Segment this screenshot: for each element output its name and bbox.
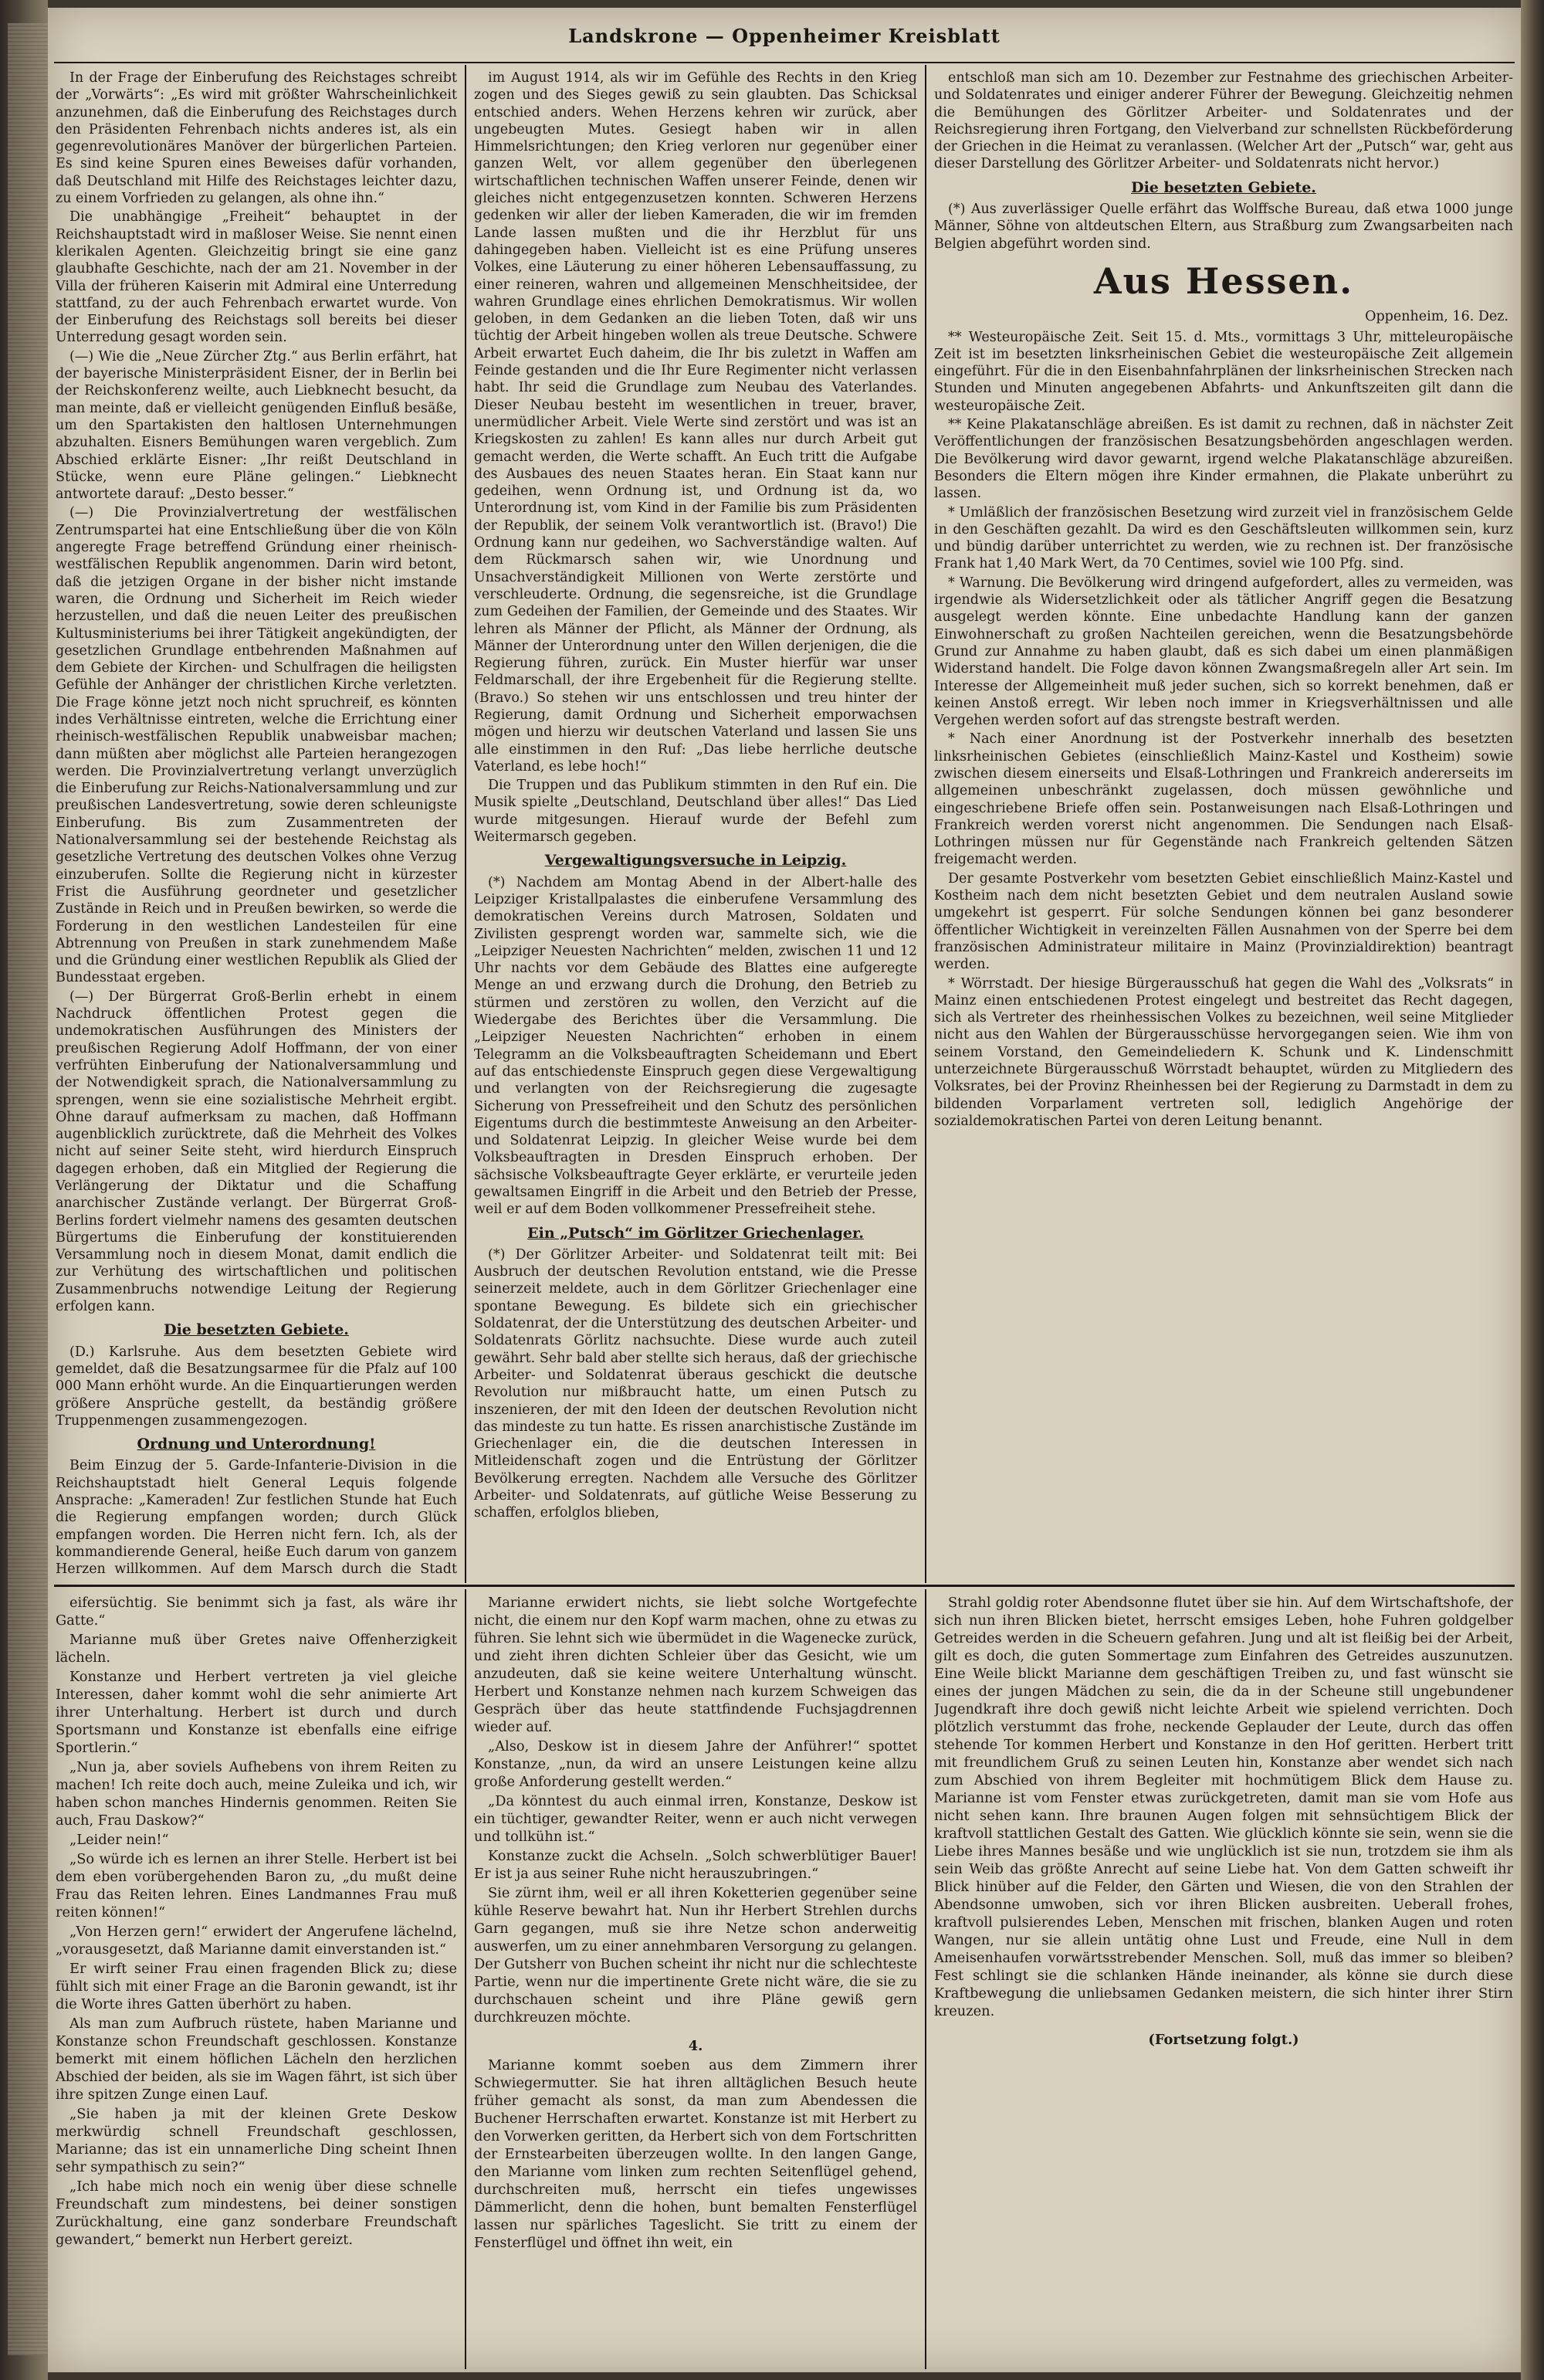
top-column-3 (934, 70, 1513, 1580)
local-section-title: Aus Hessen. (1093, 259, 1354, 302)
top-column-2 (474, 70, 917, 1580)
book-binding (0, 0, 48, 2380)
article-paragraph: (—) Die Provinzialvertretung der westfälischen Zentrumspartei hat eine Entschließung über die von Köln angeregte Frage betreffend Gründung einer rheinisch-westfälischen Republik angenommen. Darin wird betont, daß die jetzigen Organe in der bisher nicht imstande waren, die Ordnung und Sicherheit im Reich wieder herzustellen, und daß die neuen Leiter des preußischen Kultusministeriums bei ihrer Tätigkeit angekündigten, der gesetzlichen Grundlage entbehrenden Maßnahmen auf dem Gebiete der Kirchen- und Schulfragen die heiligsten Gefühle der Anhänger der christlichen Kirche verletzten. Die Frage könne jetzt noch nicht spruchreif, es könnten indes Verhältnisse eintreten, welche die Errichtung einer rheinisch-westfälischen Republik unabweisbar machen; dann müßten aber möglichst alle Parteien herangezogen werden. Die Provinzialvertretung verlangt unverzüglich die Einberufung zur Reichs-Nationalversammlung und zur preußischen Landesvertretung, sowie deren schleunigste Einberufung. Bis zum Zusammentreten der Nationalversammlung sei der bestehende Reichstag als gesetzliche Vertretung des deutschen Volkes ohne Verzug einzuberufen. Sollte die Regierung nicht in kürzester Frist die Ausführung geordneter und gesetzlicher Zustände in Reich und in Preußen bewirken, so werde die Forderung in den westlichen Landesteilen für eine Abtrennung von Preußen in stark zunehmendem Maße und die Gründung einer westlichen Republik als Glied der Bundesstaat ergeben. (56, 505, 457, 986)
section-heading: Die besetzten Gebiete. (164, 1321, 349, 1339)
story-paragraph: „Leider nein!“ (69, 1832, 169, 1848)
story-paragraph: Sie zürnt ihm, weil er all ihren Koketterien gegenüber seine kühle Reserve bewahrt hat. Nun ihr Herbert Strehlen durchs Garn gegangen, muß sie ihre Netze schon anderweitig auswerfen, um zu einer annehmbaren Versorgung zu gelangen. Der Gutsherr von Buchen scheint ihr nicht nur die schlechteste Partie, wenn nur die impertinente Grete nicht wäre, die sie zu durchschauen scheint und ihre Pläne gewiß gern durchkreuzen möchte. (474, 1885, 917, 2026)
section-heading: Vergewaltigungsversuche in Leipzig. (544, 852, 847, 870)
article-paragraph: ** Westeuropäische Zeit. Seit 15. d. Mts., vormittags 3 Uhr, mitteleuropäische Zeit ist im besetzten linksrheinischen Gebiet die westeuropäische Zeit allgemein eingeführt. Für die in den Eisenbahnfahrplänen der linksrheinischen Strecken nach Stunden und Minuten angegebenen Abfahrts- und Ankunftszeiten gilt dann die westeuropäische Zeit. (934, 329, 1513, 414)
article-paragraph: (D.) Karlsruhe. Aus dem besetzten Gebiete wird gemeldet, daß die Besatzungsarmee für die Pfalz auf 100 000 Mann erhöht wurde. An die Einquartierungen werden größere Ansprüche gestellt, da beständig größere Truppenmengen zusammengezogen. (56, 1344, 457, 1429)
column-rule-1 (465, 65, 466, 1583)
section-heading: Die besetzten Gebiete. (1131, 178, 1316, 196)
page-stack (8, 23, 48, 2355)
continuation-note: (Fortsetzung folgt.) (1148, 2032, 1299, 2048)
story-paragraph: Marianne kommt soeben aus dem Zimmern ihrer Schwiegermutter. Sie hat ihren alltäglichen Besuch heute früher gemacht als sonst, da man zum Abendessen die Buchener Herrschaften erwartet. Konstanze ist mit Herbert zu den Vorwerken geritten, da Herbert sich von dem Fortschritten der Ernstearbeiten überzeugen wollte. In den langen Gange, den Marianne vom linken zum rechten Seitenflügel gehend, durchschreiten muß, herrscht ein tiefes ungewisses Dämmerlicht, denn die hohen, bunt bemalten Fensterflügel lassen nur spärliches Tageslicht. Sie tritt zu einem der Fensterflügel und öffnet ihn weit, ein (474, 2057, 917, 2251)
column-rule-3 (465, 1589, 466, 2369)
masthead: Landskrone — Oppenheimer Kreisblatt (568, 25, 1001, 47)
article-paragraph: Beim Einzug der 5. Garde-Infanterie-Division in die Reichshauptstadt hielt General Lequis folgende Ansprache: „Kameraden! Zur festlichen Stunde hat Euch die Regierung empfangen worden; durch Glück empfangen worden. Die Herren nicht fern. Ich, als der kommandierende General, heiße Euch darum von ganzem Herzen willkommen. Auf dem Marsch durch die Stadt (56, 1458, 457, 1578)
dateline: Oppenheim, 16. Dez. (1365, 309, 1508, 325)
article-paragraph: In der Frage der Einberufung des Reichstages schreibt der „Vorwärts“: „Es wird mit größter Wahrscheinlichkeit anzunehmen, daß die Einberufung des Reichstages durch den Präsidenten Fehrenbach nichts anderes ist, als ein gegenrevolutionäres Manöver der bürgerlichen Parteien. Es sind keine Spuren eines Beweises dafür vorhanden, daß Deutschland mit Hilfe des Reichstages leichter dazu, zu einem Vorfrieden zu gelangen, als ohne ihn.“ (56, 70, 457, 207)
story-paragraph: „Da könntest du auch einmal irren, Konstanze, Deskow ist ein tüchtiger, gewandter Reiter, wenn er auch nicht verwegen und tollkühn ist.“ (474, 1793, 917, 1845)
feuilleton-column-2 (474, 1594, 917, 2366)
newspaper-page (48, 8, 1521, 2372)
story-paragraph: „Ich habe mich noch ein wenig über diese schnelle Freundschaft zum mindestens, bei deiner sonstigen Zurückhaltung, eine ganz sonderbare Freundschaft gewandert,“ bemerkt nun Herbert gereizt. (56, 2178, 457, 2248)
article-paragraph: Die unabhängige „Freiheit“ behauptet in der Reichshauptstadt wird in maßloser Weise. Sie nennt einen klerikalen Agenten. Gleichzeitig bringt sie eine ganz glaubhafte Geschichte, nach der am 21. November in der Villa der früheren Kaiserin mit Admiral eine Unterredung stattfand, zu der auch Fehrenbach erwartet wurde. Von der Einberufung des Reichstags soll bereits bei dieser Unterredung gesagt worden sein. (56, 209, 457, 346)
story-paragraph: Konstanze und Herbert vertreten ja viel gleiche Interessen, daher kommt wohl die sehr animierte Art ihrer Unterhaltung. Herbert ist durch und durch Sportsmann und Konstanze ist ebenfalls eine eifrige Sportlerin.“ (56, 1669, 457, 1756)
column-rule-4 (925, 1589, 926, 2369)
article-paragraph: (*) Aus zuverlässiger Quelle erfährt das Wolffsche Bureau, daß etwa 1000 junge Männer, Söhne von altdeutschen Eltern, aus Straßburg zum Zwangsarbeiten nach Belgien abgeführt worden sind. (934, 202, 1513, 252)
story-paragraph: „Sie haben ja mit der kleinen Grete Deskow merkwürdig schnell Freundschaft geschlossen, Marianne; das ist ein unnamerliche Ding scheint Ihnen sehr sympathisch zu sein?“ (56, 2106, 457, 2175)
article-paragraph: im August 1914, als wir im Gefühle des Rechts in den Krieg zogen und des Sieges gewiß zu sein glaubten. Das Schicksal entschied anders. Wehen Herzens kehren wir zurück, aber ungebeugten Mutes. Gesiegt haben wir in allen Himmelsrichtungen; den Krieg verloren nur gegenüber einer ganzen Welt, vor allem gegenüber den überlegenen wirtschaftlichen technischen Waffen unserer Feinde, denen wir gleiches nicht entgegenzusetzen konnten. Schweren Herzens gedenken wir aller der lieben Kameraden, die wir im fremden Lande lassen mußten und die ihr Herzblut für uns dahingegeben haben. Vielleicht ist es eine Prüfung unseres Volkes, eine Läuterung zu einer höheren Lebensauffassung, zu einer reineren, wahren und allgemeinen Menschheitsidee, der wahren Grundlage eines ehrlichen Demokratismus. Wir wollen geloben, in dem Gedanken an die lieben Toten, daß wir uns tüchtig der Arbeit hingeben wollen als treue Deutsche. Schwere Arbeit erwartet Euch daheim, die Ihr bis zuletzt in Waffen am Feinde gestanden und die Ihr Eure Regimenter nicht verlassen habt. Ihr seid die Grundlage zum Neubau des Vaterlandes. Dieser Neubau besteht im wesentlichen in treuer, braver, unermüdlicher Arbeit. Viele Werte sind zerstört und was ist an Kriegskosten zu zahlen! Es kann alles nur durch Arbeit gut gemacht werden, die Werte schafft. An Euch tritt die Aufgabe des Ausbaues des neuen Staates heran. Ein Staat kann nur gedeihen, wenn Ordnung ist, und Ordnung ist da, wo Unterordnung ist, vom Kind in der Familie bis zum Präsidenten der Republik, der seinem Volk verantwortlich ist. (Bravo!) Die Ordnung kann nur gedeihen, wo Sachverständige walten. Auf dem Rückmarsch sahen wir, wie Unordnung und Unsachverständigkeit Millionen von Werte zerstörte und verschleuderte. Ordnung, die segensreiche, ist die Grundlage zum Gedeihen der Familien, der Gemeinde und des Staates. Wir lehren als Männer der Pflicht, als Männer der Ordnung, als Männer der Unterordnung unter den Willen derjenigen, die die Regierung führen, zurück. Ein Muster hierfür war unser Feldmarschall, der ihre Ergebenheit für die Regierung stellte. (Bravo.) So stehen wir uns entschlossen und treu hinter der Regierung, damit Ordnung und Sicherheit emporwachsen mögen und hierzu wir deutschen Vaterland und lassen Sie uns alle einstimmen in den Ruf: „Das liebe herrliche deutsche Vaterland, es lebe hoch!“ (474, 70, 917, 775)
story-paragraph: Konstanze zuckt die Achseln. „Solch schwerblütiger Bauer! Er ist ja aus seiner Ruhe nicht herauszubringen.“ (474, 1848, 917, 1882)
article-paragraph: ** Keine Plakatanschläge abreißen. Es ist damit zu rechnen, daß in nächster Zeit Veröffentlichungen der französischen Besatzungsbehörden angeschlagen werden. Die Bevölkerung wird davor gewarnt, irgend welche Plakatanschläge abzureißen. Besonders die Eltern mögen ihre Kinder ermahnen, die Plakate unberührt zu lassen. (934, 417, 1513, 502)
masthead-rule (54, 62, 1515, 63)
story-paragraph: „So würde ich es lernen an ihrer Stelle. Herbert ist bei dem eben vorübergehenden Baron zu, „du mußt deine Frau das Reiten lehren. Eines Landmannes Frau muß reiten können!“ (56, 1851, 457, 1921)
feuilleton-rule (54, 1585, 1515, 1587)
story-paragraph: Marianne erwidert nichts, sie liebt solche Wortgefechte nicht, die einem nur den Kopf warm machen, ohne zu etwas zu führen. Sie lehnt sich wie übermüdet in die Wagenecke zurück, und zieht ihren dichten Schleier über das Gesicht, wie um anzudeuten, daß sie keine weitere Unterhaltung wünscht. Herbert und Konstanze nehmen nach kurzem Schweigen das Gespräch über das heute stattfindende Fuchsjagdrennen wieder auf. (474, 1595, 917, 1735)
story-paragraph: Als man zum Aufbruch rüstete, haben Marianne und Konstanze schon Freundschaft geschlossen. Konstanze bemerkt mit einem höflichen Lächeln den herzlichen Abschied der beiden, als sie im Wagen fährt, ist sich über ihre spitzen Zunge einen Lauf. (56, 2016, 457, 2103)
story-paragraph: „Also, Deskow ist in diesem Jahre der Anführer!“ spottet Konstanze, „nun, da wird an unsere Leistungen keine allzu große Anforderung gestellt werden.“ (474, 1738, 917, 1790)
story-paragraph: eifersüchtig. Sie benimmt sich ja fast, als wäre ihr Gatte.“ (56, 1595, 457, 1629)
story-paragraph: Er wirft seiner Frau einen fragenden Blick zu; diese fühlt sich mit einer Frage an die Baronin gewandt, ist ihr die Worte ihres Gatten überhört zu haben. (56, 1961, 457, 2012)
story-paragraph: „Von Herzen gern!“ erwidert der Angerufene lächelnd, „vorausgesetzt, daß Marianne damit einverstanden ist.“ (56, 1924, 457, 1958)
top-column-1 (56, 70, 457, 1580)
feuilleton-column-1 (56, 1594, 457, 2366)
article-paragraph: entschloß man sich am 10. Dezember zur Festnahme des griechischen Arbeiter- und Soldatenrates und einiger anderer Führer der Bewegung. Gleichzeitig nehmen die Bemühungen des Görlitzer Arbeiter- und Soldatenrates und der Reichsregierung ihren Fortgang, den Vielverband zur schnellsten Rückbeförderung der Griechen in die Heimat zu veranlassen. (Welcher Art der „Putsch“ war, geht aus dieser Darstellung des Görlitzer Arbeiter- und Soldatenrats nicht hervor.) (934, 70, 1513, 172)
article-paragraph: Der gesamte Postverkehr vom besetzten Gebiet einschließlich Mainz-Kastel und Kostheim nach dem nicht besetzten Gebiet und dem neutralen Ausland sowie umgekehrt ist gesperrt. Für solche Sendungen können bei ganz besonderer öffentlicher Wichtigkeit in vereinzelten Fällen Ausnahmen von der Sperre bei dem französischen Administrateur militaire in Mainz (Provinzialdirektion) beantragt werden. (934, 870, 1513, 973)
article-paragraph: * Wörrstadt. Der hiesige Bürgerausschuß hat gegen die Wahl des „Volksrats“ in Mainz einen entschiedenen Protest eingelegt und bestreitet das Recht dagegen, sich als Vertreter des rheinhessischen Volkes zu bezeichnen, weil seine Mitglieder nicht aus den Wahlen der Bürgerausschüsse hervorgegangen seien. Wie ihm von seinem Vorstand, den Gemeindeliedern K. Schunk und K. Lindenschmitt unterzeichnete Bürgerausschuß Wörrstadt behauptet, würden zu Mitgliedern des Volksrates, bei der Provinz Rheinhessen bei der Regierung zu Darmstadt in dem zu bildenden Vorparlament vertreten soll, lediglich Angehörige der sozialdemokratischen Partei von deren Leitung benannt. (934, 975, 1513, 1129)
article-paragraph: * Warnung. Die Bevölkerung wird dringend aufgefordert, alles zu vermeiden, was irgendwie als Widersetzlichkeit oder als tätlicher Angriff gegen die Besatzung ausgelegt werden könnte. Eine unbedachte Handlung kann der ganzen Einwohnerschaft zu großen Nachteilen gereichen, wenn die Besatzungsbehörde Grund zur Annahme zu haben glaubt, daß es sich dabei um einen planmäßigen Widerstand handelt. Die Folge davon können Zwangsmaßregeln aller Art sein. Im Interesse der Allgemeinheit muß jeder suchen, sich so korrekt benehmen, daß er keinen Anstoß erregt. Wir leben noch immer in Kriegsverhältnissen und alle Vergehen werden sofort auf das strengste bestraft werden. (934, 575, 1513, 729)
column-rule-2 (925, 65, 926, 1583)
chapter-number: 4. (688, 2038, 703, 2054)
feuilleton-column-3 (934, 1594, 1513, 2366)
section-heading: Ein „Putsch“ im Görlitzer Griechenlager. (527, 1224, 864, 1242)
article-paragraph: (—) Wie die „Neue Zürcher Ztg.“ aus Berlin erfährt, hat der bayerische Ministerpräsident Eisner, der in Berlin bei der Reichskonferenz weilte, auch Liebknecht besucht, da man meinte, daß er vielleicht genügenden Einfluß besäße, um den Spartakisten den haltlosen Unternehmungen abzuhalten. Eisners Bemühungen waren vergeblich. Zum Abschied erklärte Eisner: „Ihr reißt Deutschland in Stücke, wenn eure Pläne gelingen.“ Liebknecht antwortete darauf: „Desto besser.“ (56, 348, 457, 503)
story-paragraph: Strahl goldig roter Abendsonne flutet über sie hin. Auf dem Wirtschaftshofe, der sich nun ihren Blicken bietet, herrscht emsiges Leben, hohe Fuhren goldgelber Getreides werden in die Scheuern gefahren. Jung und alt ist fleißig bei der Arbeit, gilt es doch, die guten Sommertage zum Einfahren des Getreides auszunutzen. Eine Weile blickt Marianne dem geschäftigen Treiben zu, und fast wünscht sie eines der jungen Mädchen zu sein, die da in der Scheune still ungebundener Jugendkraft ihre doch gewiß nicht leichte Arbeit wie spielend verrichten. Doch plötzlich verstummt das frohe, neckende Geplauder der Leute, durch das offen stehende Tor kommen Herbert und Konstanze in den Hof geritten. Herbert tritt mit freundlichem Gruß zu seinen Leuten hin, Konstanze aber wendet sich nach zum Abschied von ihrem Begleiter mit hochmütigem Blick dem Hause zu. Marianne ist vom Fenster etwas zurückgetreten, damit man sie vom Hofe aus nicht sehen kann. Ihre braunen Augen folgen mit sehnsüchtigem Blick der kraftvoll stattlichen Gestalt des Gatten. Wie glücklich könnte sie sein, wenn sie die Liebe ihres Mannes besäße und wie unglücklich ist sie nun, trotzdem sie ihm als sein Weib das größte Anrecht auf seine Liebe hat. Von dem Gatten schweift ihr Blick hinüber auf die Felder, den Gärten und Wiesen, die von den Strahlen der Abendsonne umwoben, sich vor ihren Blicken ausbreiten. Ueberall frohes, kraftvoll pulsierendes Leben, Menschen mit frischen, blanken Augen und roten Wangen, nur sie allein untätig ohne Lust und Freude, eine Null in dem Ameisenhaufen vorwärtsstrebender Menschen. Soll, muß das immer so bleiben? Fest schlingt sie die schlanken Hände ineinander, als könne sie durch diese Kraftbewegung die unliebsamen Gedanken meistern, die sich hinter ihrer Stirn kreuzen. (934, 1595, 1513, 2019)
story-paragraph: Marianne muß über Gretes naive Offenherzigkeit lächeln. (56, 1632, 457, 1666)
article-paragraph: Die Truppen und das Publikum stimmten in den Ruf ein. Die Musik spielte „Deutschland, Deutschland über alles!“ Das Lied wurde mitgesungen. Hierauf wurde der Befehl zum Weitermarsch gegeben. (474, 778, 917, 846)
story-paragraph: „Nun ja, aber soviels Aufhebens von ihrem Reiten zu machen! Ich reite doch auch, meine Zuleika und ich, wir haben schon manches Hindernis genommen. Reiten Sie auch, Frau Daskow?“ (56, 1759, 457, 1829)
article-paragraph: * Umläßlich der französischen Besetzung wird zurzeit viel in französischem Gelde in den Geschäften gezahlt. Da wird es den Geschäftsleuten willkommen sein, kurz und bündig darüber unterrichtet zu werden, wie zu rechnen ist. Der französische Frank hat 1,40 Mark Wert, da 70 Centimes, soviel wie 100 Pfg. sind. (934, 504, 1513, 572)
page-edge-right (1521, 0, 1544, 2380)
article-paragraph: (—) Der Bürgerrat Groß-Berlin erhebt in einem Nachdruck öffentlichen Protest gegen die undemokratischen Ausführungen des Ministers der preußischen Regierung Adolf Hoffmann, der von einer verfrühten Einberufung der Nationalversammlung und der Notwendigkeit sprach, die Nationalversammlung zu sprengen, wenn sie eine sozialistische Mehrheit ergibt. Ohne darauf aufmerksam zu machen, daß Hoffmann augenblicklich zurücktrete, daß die Mehrheit des Volkes nicht auf seiner Seite steht, wird hierdurch Einspruch dagegen erhoben, daß ein Mitglied der Regierung die Verlängerung der Diktatur und die Schaffung anarchischer Zustände verlangt. Der Bürgerrat Groß-Berlins fordert vielmehr namens des gesamten deutschen Bürgertums die Einberufung der konstituierenden Versammlung noch in diesem Monat, damit endlich die zur Verhütung des wirtschaftlichen und politischen Zusammenbruchs notwendige Leitung der Regierung erfolgen kann. (56, 988, 457, 1315)
article-paragraph: (*) Der Görlitzer Arbeiter- und Soldatenrat teilt mit: Bei Ausbruch der deutschen Revolution entstand, wie die Presse seinerzeit meldete, auch in dem Görlitzer Griechenlager eine spontane Bewegung. Es bildete sich ein griechischer Soldatenrat, der die Unterstützung des deutschen Arbeiter- und Soldatenrats Görlitz nachsuchte. Diese wurde auch zuteil gewährt. Sehr bald aber stellte sich heraus, daß der griechische Arbeiter- und Soldatenrat überaus geschickt die deutsche Revolution nur mißbraucht hatte, um einen Putsch zu inszenieren, der mit den Ideen der deutschen Revolution nicht das mindeste zu tun hatte. Es rissen anarchistische Zustände im Griechenlager ein, die die deutschen Interessen in Mitleidenschaft zogen und die Entrüstung der Görlitzer Bevölkerung erregten. Nachdem alle Versuche des Görlitzer Arbeiter- und Soldatenrats, auf gütliche Weise Besserung zu schaffen, erfolglos blieben, (474, 1246, 917, 1521)
article-paragraph: (*) Nachdem am Montag Abend in der Albert-halle des Leipziger Kristallpalastes die einberufene Versammlung des demokratischen Vereins durch Matrosen, Soldaten und Zivilisten gesprengt worden war, sammelte sich, wie die „Leipziger Neuesten Nachrichten“ melden, zwischen 11 und 12 Uhr nachts vor dem Gebäude des Blattes eine aufgeregte Menge an und erzwang durch die Drohung, den Betrieb zu stürmen und zerstören zu wollen, den Verzicht auf die Wiedergabe des Berichtes über die Versammlung. Die „Leipziger Neuesten Nachrichten“ erhoben in einem Telegramm an die Volksbeauftragten Scheidemann und Ebert auf das entschiedenste Einspruch gegen diese Vergewaltigung und verlangten von der Reichsregierung die zugesagte Sicherung von Pressefreiheit und den Schutz des persönlichen Eigentums durch die bestimmteste Anweisung an den Arbeiter- und Soldatenrat Leipzig. In gleicher Weise wurde bei dem Volksbeauftragten in Dresden Einspruch erhoben. Der sächsische Volksbeauftragte Geyer erklärte, er verurteile jeden gewaltsamen Eingriff in die Arbeit und den Betrieb der Presse, weil er auf dem Boden vollkommener Pressefreiheit stehe. (474, 874, 917, 1218)
article-paragraph: * Nach einer Anordnung ist der Postverkehr innerhalb des besetzten linksrheinischen Gebietes (einschließlich Mainz-Kastel und Kostheim) sowie zwischen diesem einerseits und Elsaß-Lothringen und Frankreich andererseits im allgemeinen unbeschränkt zugelassen, doch müssen gewöhnliche und eingeschriebene Briefe offen sein. Postanweisungen nach Elsaß-Lothringen und Frankreich werden vorerst nicht angenommen. Die Sendungen nach Elsaß-Lothringen müssen nur für Gegenstände nach Frankreich geltenden Sätzen freigemacht werden. (934, 731, 1513, 868)
section-heading: Ordnung und Unterordnung! (137, 1436, 376, 1453)
